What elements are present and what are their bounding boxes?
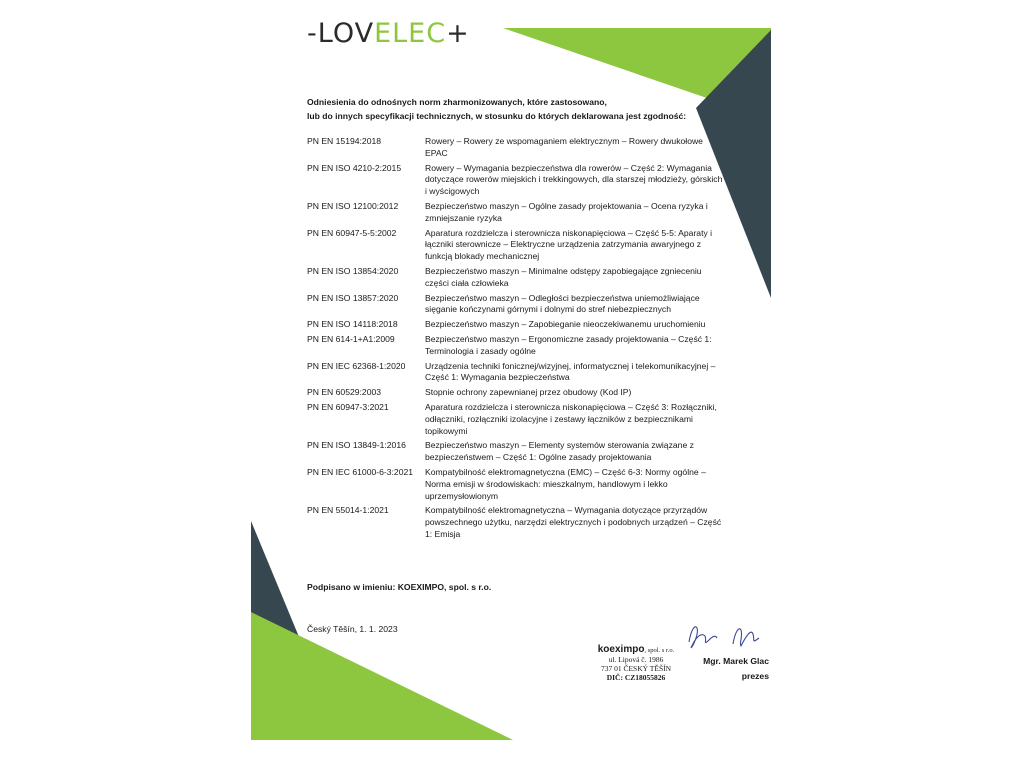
norm-row [307, 319, 757, 331]
norm-description: Aparatura rozdzielcza i sterownicza niskonapięciowa – Część 5-5: Aparaty i łączniki sterownicze – Elektryczne urządzenia zatrzymania awaryjnego z funkcją blokady mechanicznej [425, 227, 713, 262]
norm-row [307, 136, 757, 160]
logo-text-dark: -LOV [307, 18, 375, 49]
norm-description: Bezpieczeństwo maszyn – Ogólne zasady projektowania – Ocena ryzyka i zmniejszanie ryzyka [425, 200, 708, 223]
norms-list [307, 136, 757, 544]
norm-row [307, 505, 757, 540]
norm-code: PN EN ISO 13849-1:2016 [307, 440, 406, 451]
intro-heading [307, 95, 727, 123]
norm-row [307, 387, 757, 399]
norm-description: Stopnie ochrony zapewnianej przez obudowy (Kod IP) [425, 387, 632, 398]
norm-code: PN EN 15194:2018 [307, 136, 382, 146]
norm-code: PN EN ISO 14118:2018 [307, 319, 398, 330]
norm-row [307, 201, 757, 225]
norm-row [307, 163, 757, 198]
norm-description: Rowery – Rowery ze wspomaganiem elektrycznym – Rowery dwukołowe EPAC [425, 136, 703, 158]
norm-row [307, 440, 757, 464]
logo-text-green: ELEC [374, 18, 447, 49]
intro-line-2: lub do innych specyfikacji technicznych, w stosunku do których deklarowana jest zgodność: [307, 111, 687, 121]
norm-code: PN EN IEC 61000-6-3:2021 [307, 466, 414, 477]
norm-code: PN EN ISO 13857:2020 [307, 292, 399, 303]
logo-text-plus: + [446, 18, 470, 49]
norm-code: PN EN 60529:2003 [307, 387, 382, 398]
handwritten-signature [681, 620, 771, 652]
signed-on-behalf: Podpisano w imieniu: KOEXIMPO, spol. s r.o. [307, 582, 492, 592]
norm-code: PN EN IEC 62368-1:2020 [307, 360, 406, 371]
norm-description: Urządzenia techniki fonicznej/wizyjnej, informatycznej i telekomunikacyjnej – Część 1: Wymagania bezpieczeństwa [425, 360, 716, 383]
norm-description: Bezpieczeństwo maszyn – Ergonomiczne zasady projektowania – Część 1: Terminologia i zasady ogólne [425, 333, 712, 356]
norm-description: Bezpieczeństwo maszyn – Odległości bezpieczeństwa uniemożliwiające sięganie kończynami górnymi i dolnymi do stref niebezpiecznych [425, 292, 700, 315]
norm-code: PN EN ISO 12100:2012 [307, 200, 399, 211]
signer-block [679, 654, 769, 684]
norm-description: Aparatura rozdzielcza i sterownicza niskonapięciowa – Część 3: Rozłączniki, odłączniki, rozłączniki izolacyjne i zestawy łączników z bezpiecznikami topikowymi [425, 401, 717, 436]
norm-description: Kompatybilność elektromagnetyczna – Wymagania dotyczące przyrządów powszechnego użytku, narzędzi elektrycznych i podobnych urządzeń – Część 1: Emisja [425, 505, 722, 539]
norm-row [307, 228, 757, 263]
norm-code: PN EN ISO 4210-2:2015 [307, 162, 402, 173]
norm-code: PN EN 55014-1:2021 [307, 505, 389, 516]
declaration-page [251, 0, 771, 768]
lovelec-logo [307, 18, 470, 49]
norm-row [307, 361, 757, 385]
norm-row [307, 467, 757, 502]
norm-description: Bezpieczeństwo maszyn – Elementy systemów sterowania związane z bezpieczeństwem – Część 1: Ogólne zasady projektowania [425, 440, 694, 463]
intro-line-1: Odniesienia do odnośnych norm zharmonizowanych, które zastosowano, [307, 97, 607, 107]
stamp-brand: koeximpo [597, 644, 645, 655]
stamp-brand-suffix: , spol. s r.o. [644, 647, 675, 654]
stamp-city: 737 01 ČESKÝ TĚŠÍN [600, 664, 672, 673]
signer-title: prezes [741, 671, 769, 681]
norm-code: PN EN 614-1+A1:2009 [307, 333, 395, 344]
norm-code: PN EN ISO 13854:2020 [307, 265, 399, 276]
norm-row [307, 293, 757, 317]
norm-code: PN EN 60947-3:2021 [307, 401, 389, 412]
norm-description: Bezpieczeństwo maszyn – Minimalne odstępy zapobiegające zgnieceniu części ciała człowieka [425, 265, 702, 288]
signer-name: Mgr. Marek Glac [703, 656, 769, 666]
norm-row [307, 334, 757, 358]
norm-row [307, 402, 757, 437]
norm-description: Kompatybilność elektromagnetyczna (EMC) – Część 6-3: Normy ogólne – Norma emisji w środowiskach: mieszkalnym, handlowym i lekko uprzemysłowionym [425, 466, 706, 501]
stamp-tax-id: DIČ: CZ18055826 [606, 673, 666, 682]
norm-row [307, 266, 757, 290]
place-date: Český Těšín, 1. 1. 2023 [307, 624, 398, 634]
norm-description: Rowery – Wymagania bezpieczeństwa dla rowerów – Część 2: Wymagania dotyczące rowerów miejskich i trekkingowych, dla starszej młodzieży, górskich i wyścigowych [425, 162, 723, 197]
norm-code: PN EN 60947-5-5:2002 [307, 227, 397, 238]
norm-description: Bezpieczeństwo maszyn – Zapobieganie nieoczekiwanemu uruchomieniu [425, 319, 706, 330]
stamp-address: ul. Lipová č. 1986 [608, 655, 664, 664]
